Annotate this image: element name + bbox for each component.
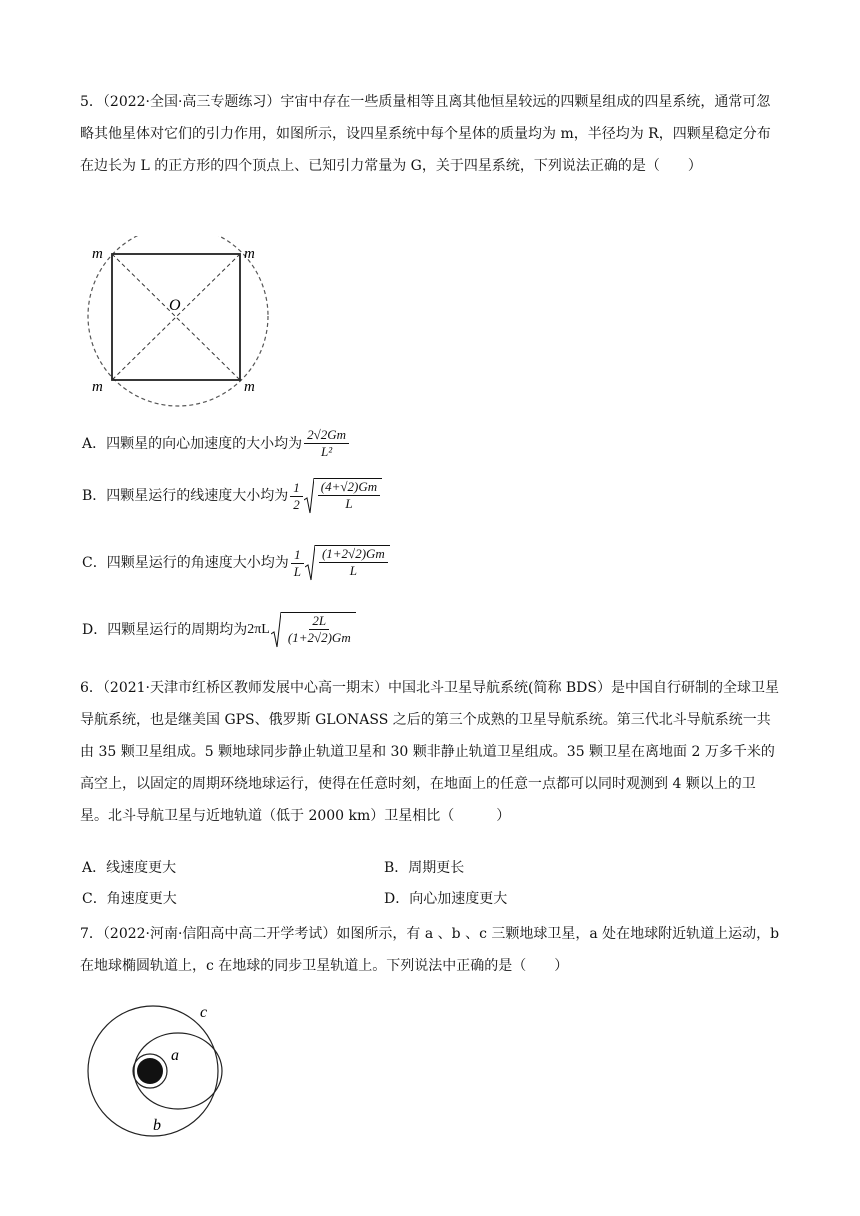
- q5-option-d-prefix: 2πL: [247, 622, 270, 637]
- mass-label-bottom-right: m: [244, 379, 255, 395]
- center-label: O: [169, 297, 181, 314]
- q5-option-c-coef-num: 1: [291, 548, 304, 564]
- q5-option-d[interactable]: [82, 612, 356, 648]
- q5-option-b-label: B．四颗星运行的线速度大小均为: [82, 488, 289, 504]
- mass-label-top-left: m: [92, 246, 103, 262]
- q5-option-c[interactable]: [82, 545, 390, 581]
- q5-option-c-rad-num: (1+2√2)Gm: [319, 547, 388, 563]
- q5-option-a-numerator: 2√2Gm: [304, 428, 349, 444]
- radical-sign-icon: [304, 478, 314, 514]
- q5-option-d-radical: [271, 612, 356, 648]
- q5-option-a-denominator: L²: [321, 444, 333, 459]
- q5-option-a[interactable]: [82, 428, 349, 459]
- q5-option-b-rad-den: L: [345, 496, 353, 511]
- label-b: b: [153, 1117, 161, 1134]
- earth-icon: [137, 1058, 163, 1084]
- q5-option-a-fraction: [304, 428, 349, 459]
- four-star-diagram: [84, 236, 274, 408]
- q5-option-c-coef: [291, 548, 304, 579]
- label-a: a: [171, 1047, 179, 1064]
- mass-label-bottom-left: m: [92, 379, 103, 395]
- q6-option-d[interactable]: D．向心加速度更大: [384, 891, 508, 907]
- question-7-text: 7．（2022·河南·信阳高中高二开学考试）如图所示，有 a 、b 、c 三颗地球卫星，a 处在地球附近轨道上运动，b 在地球椭圆轨道上，c 在地球的同步卫星轨道上。下列说法中正确的是（ ）: [80, 926, 780, 974]
- q5-option-c-rad-den: L: [349, 563, 357, 578]
- q5-option-c-radical: [305, 545, 390, 581]
- question-5-text: 5．（2022·全国·高三专题练习）宇宙中存在一些质量相等且离其他恒星较远的四颗星组成的四星系统，通常可忽略其他星体对它们的引力作用，如图所示，设四星系统中每个星体的质量均为 m，半径均为 R，四颗星稳定分布在边长为 L 的正方形的四个顶点上、已知引力常量为 G，关于四星系统，下列说法正确的是（ ）: [80, 94, 771, 174]
- q6-option-c[interactable]: C．角速度更大: [82, 891, 177, 907]
- q5-option-b[interactable]: [82, 478, 382, 514]
- q5-option-d-rad-num: 2L: [309, 614, 329, 630]
- q6-option-a[interactable]: A．线速度更大: [82, 860, 177, 876]
- q5-option-b-radical: [304, 478, 382, 514]
- q5-option-b-rad-num: (4+√2)Gm: [318, 480, 380, 496]
- question-6-text: 6．（2021·天津市红桥区教师发展中心高一期末）中国北斗卫星导航系统(简称 BDS）是中国自行研制的全球卫星导航系统，也是继美国 GPS、俄罗斯 GLONASS 之后的第三个成熟的卫星导航系统。第三代北斗导航系统一共由 35 颗卫星组成。5 颗地球同步静止轨道卫星和 30 颗非静止轨道卫星组成。35 颗卫星在离地面 2 万多千米的高空上，以固定的周期环绕地球运行，使得在任意时刻，在地面上的任意一点都可以同时观测到 4 颗以上的卫星。北斗导航卫星与近地轨道（低于 2000 km）卫星相比（ ）: [80, 680, 779, 824]
- q5-option-b-coef: [290, 481, 303, 512]
- q5-option-c-coef-den: L: [293, 563, 301, 579]
- mass-label-top-right: m: [244, 246, 255, 262]
- q5-option-c-label: C．四颗星运行的角速度大小均为: [82, 555, 289, 571]
- q5-option-b-coef-num: 1: [290, 481, 303, 497]
- q5-option-b-coef-den: 2: [293, 496, 300, 512]
- q5-option-a-label: A．四颗星的向心加速度的大小均为: [82, 435, 303, 452]
- radical-sign-icon: [271, 612, 281, 648]
- q6-option-b[interactable]: B．周期更长: [384, 860, 465, 876]
- q5-option-d-label: D．四颗星运行的周期均为: [82, 622, 248, 638]
- radical-sign-icon: [305, 545, 315, 581]
- label-c: c: [200, 1004, 208, 1021]
- q5-option-d-rad-den: (1+2√2)Gm: [287, 630, 351, 645]
- satellite-orbits-diagram: [82, 1000, 232, 1140]
